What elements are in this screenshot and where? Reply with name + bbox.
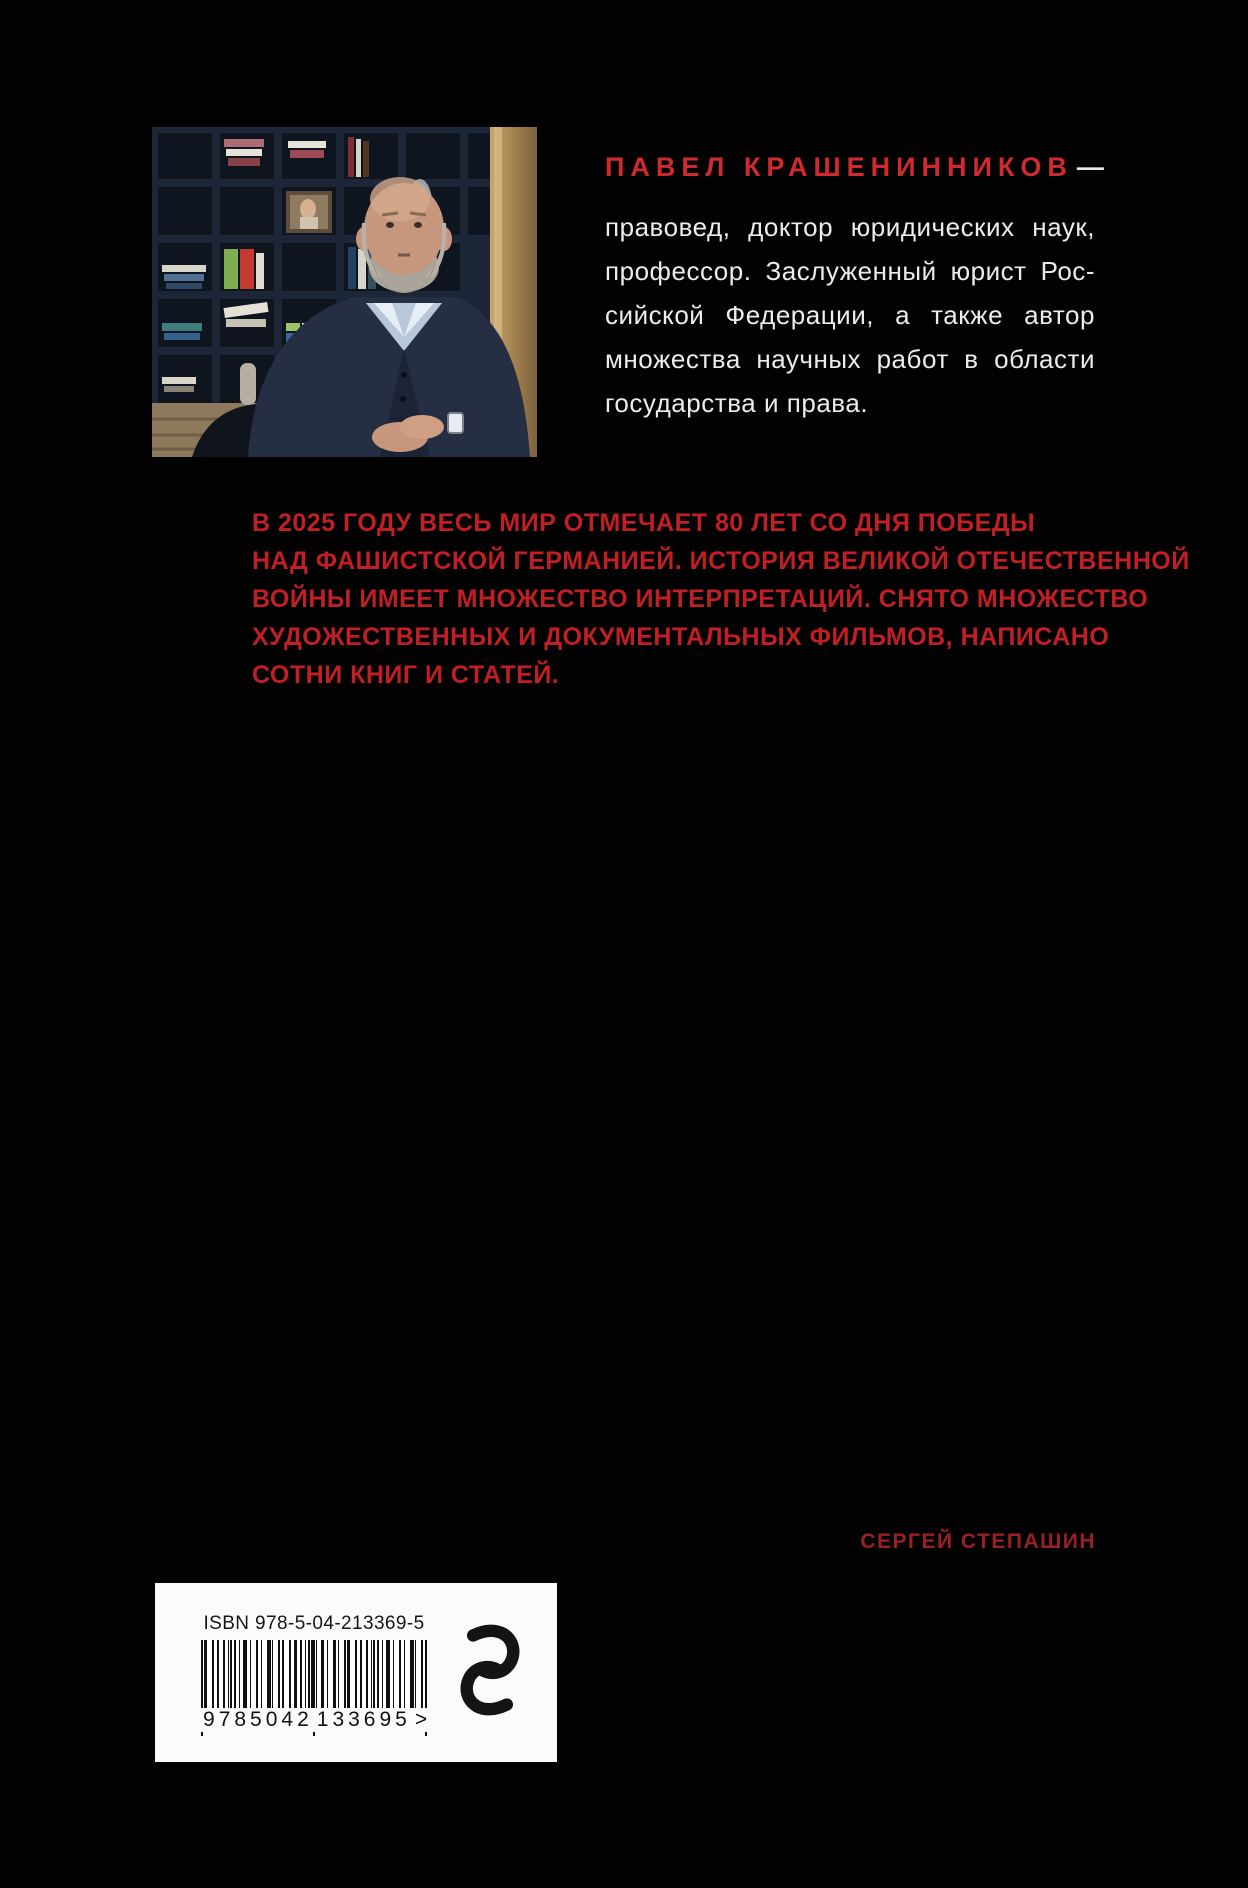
headline-line: ХУДОЖЕСТВЕННЫХ И ДОКУМЕНТАЛЬНЫХ ФИЛЬМОВ, НАПИСАНО bbox=[252, 623, 1110, 651]
barcode-first-digit: 9 bbox=[203, 1708, 215, 1731]
eksmo-swirl-logo bbox=[459, 1620, 521, 1720]
author-bio-line: множества научных работ в области bbox=[605, 344, 1095, 374]
headline-line: В 2025 ГОДУ ВЕСЬ МИР ОТМЕЧАЕТ 80 ЛЕТ СО ДНЯ ПОБЕДЫ bbox=[252, 509, 1036, 537]
isbn-box bbox=[155, 1583, 557, 1762]
headline-line: ВОЙНЫ ИМЕЕТ МНОЖЕСТВО ИНТЕРПРЕТАЦИЙ. СНЯТО МНОЖЕСТВО bbox=[252, 585, 1149, 613]
author-bio bbox=[605, 205, 1095, 425]
author-dash: — bbox=[1076, 152, 1104, 182]
author-photo bbox=[152, 127, 537, 457]
publisher-logo-area bbox=[459, 1620, 521, 1725]
barcode-digits bbox=[201, 1708, 427, 1732]
barcode-group-2: 133695 bbox=[316, 1708, 411, 1731]
quote-signature: СЕРГЕЙ СТЕПАШИН bbox=[860, 1530, 1096, 1553]
headline-line: НАД ФАШИСТСКОЙ ГЕРМАНИЕЙ. ИСТОРИЯ ВЕЛИКОЙ ОТЕЧЕСТВЕННОЙ bbox=[252, 547, 1190, 575]
barcode-suffix: > bbox=[414, 1708, 428, 1731]
author-name-text: ПАВЕЛ КРАШЕНИННИКОВ bbox=[605, 152, 1073, 182]
isbn-label: ISBN 978-5-04-213369-5 bbox=[203, 1613, 425, 1634]
barcode-group-1: 785042 bbox=[218, 1708, 313, 1731]
author-bio-line: правовед, доктор юридических наук, bbox=[605, 212, 1095, 242]
author-bio-line: государства и права. bbox=[605, 388, 869, 418]
headline-block bbox=[252, 504, 1190, 694]
author-block bbox=[605, 152, 1104, 425]
author-bio-line: профессор. Заслуженный юрист Рос- bbox=[605, 256, 1095, 286]
barcode-column bbox=[201, 1613, 427, 1732]
author-bio-line: сийской Федерации, а также автор bbox=[605, 300, 1095, 330]
author-portrait-photo bbox=[152, 127, 537, 457]
author-name bbox=[605, 152, 1104, 183]
headline-line: СОТНИ КНИГ И СТАТЕЙ. bbox=[252, 661, 560, 689]
